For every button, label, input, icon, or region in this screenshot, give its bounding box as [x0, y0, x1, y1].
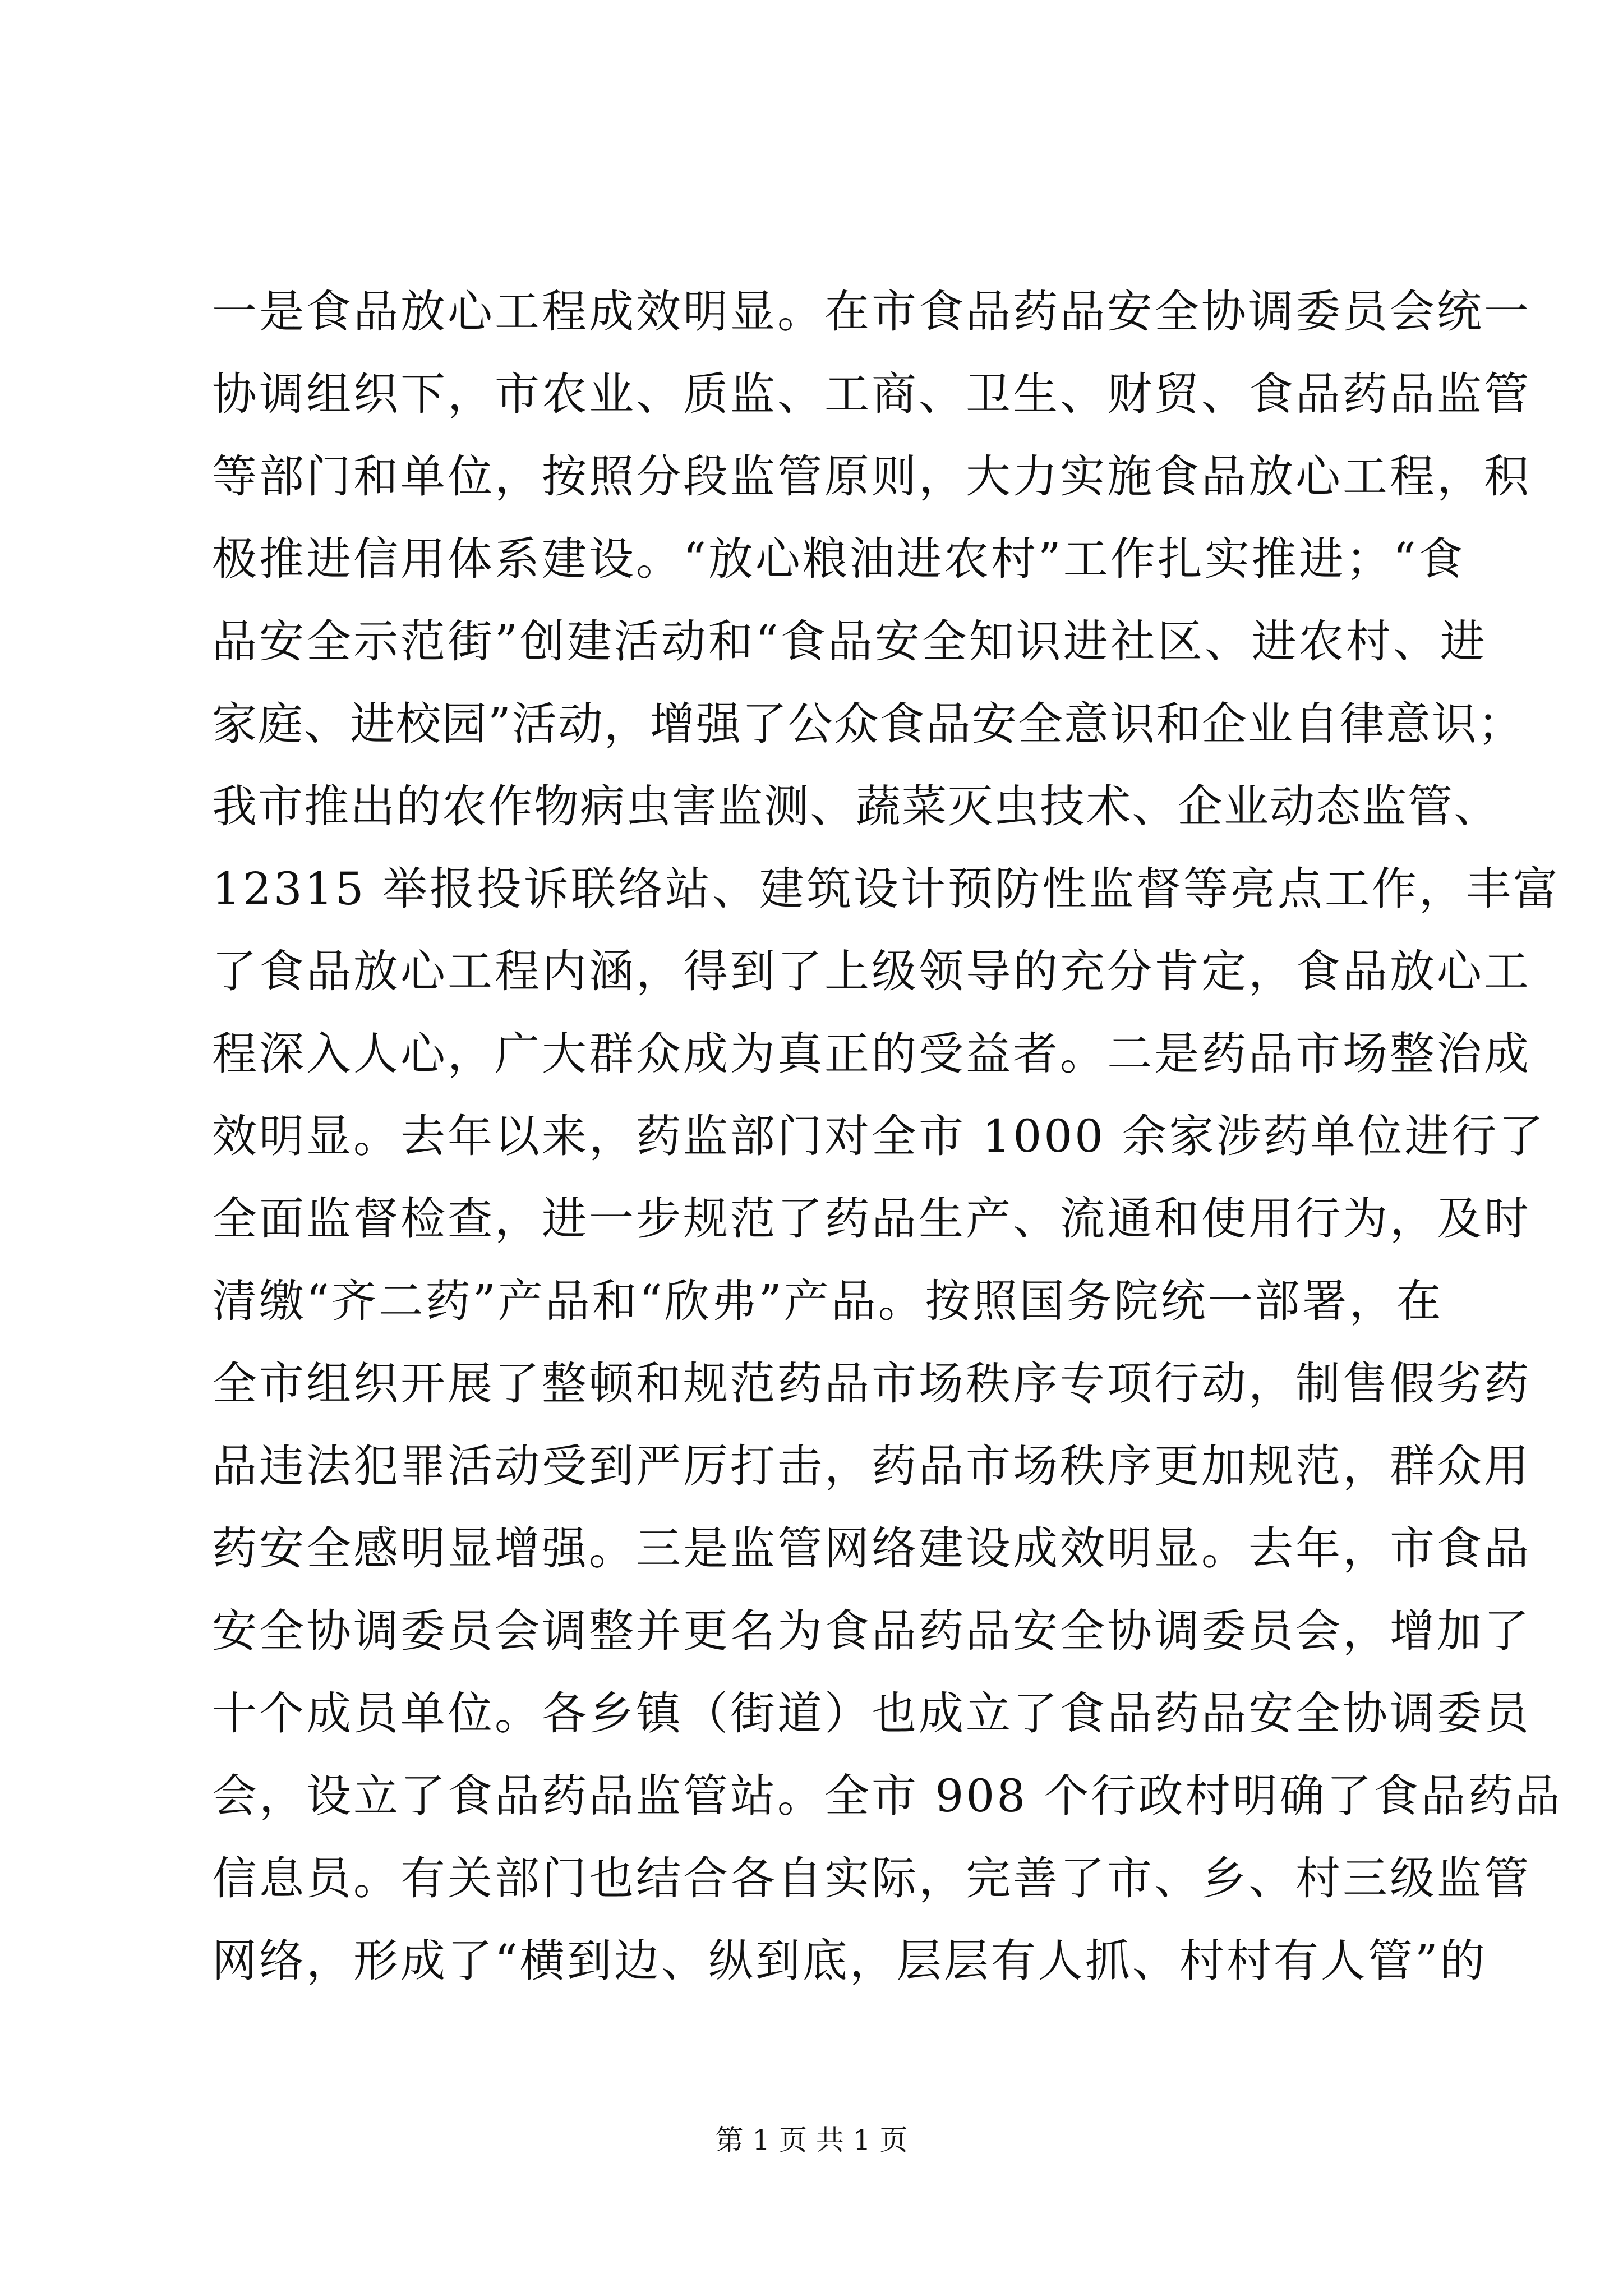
page-footer — [0, 2120, 1623, 2160]
text-line: 12315 举报投诉联络站、建筑设计预防性监督等亮点工作，丰富 — [212, 863, 1560, 915]
text-line: 十个成员单位。各乡镇（街道）也成立了食品药品安全协调委员 — [212, 1687, 1531, 1740]
text-line: 网络，形成了“横到边、纵到底，层层有人抓、村村有人管”的 — [212, 1935, 1487, 1987]
text-line: 等部门和单位，按照分段监管原则，大力实施食品放心工程，积 — [212, 450, 1531, 503]
page-number: 第 1 页 共 1 页 — [715, 2124, 908, 2156]
text-line: 我市推出的农作物病虫害监测、蔬菜灭虫技术、企业动态监管、 — [212, 780, 1500, 832]
text-line: 程深入人心，广大群众成为真正的受益者。二是药品市场整治成 — [212, 1028, 1531, 1080]
text-line: 极推进信用体系建设。“放心粮油进农村”工作扎实推进；“食 — [212, 533, 1465, 585]
text-line: 会，设立了食品药品监管站。全市 908 个行政村明确了食品药品 — [212, 1770, 1562, 1822]
text-line: 一是食品放心工程成效明显。在市食品药品安全协调委员会统一 — [212, 286, 1531, 338]
text-line: 效明显。去年以来，药监部门对全市 1000 余家涉药单位进行了 — [212, 1110, 1546, 1162]
text-line: 全面监督检查，进一步规范了药品生产、流通和使用行为，及时 — [212, 1193, 1531, 1245]
body-paragraph — [212, 270, 1562, 2002]
text-line: 全市组织开展了整顿和规范药品市场秩序专项行动，制售假劣药 — [212, 1358, 1531, 1410]
text-line: 品安全示范街”创建活动和“食品安全知识进社区、进农村、进 — [212, 615, 1487, 668]
text-line: 安全协调委员会调整并更名为食品药品安全协调委员会，增加了 — [212, 1605, 1531, 1657]
text-line: 了食品放心工程内涵，得到了上级领导的充分肯定，食品放心工 — [212, 945, 1531, 997]
text-line: 清缴“齐二药”产品和“欣弗”产品。按照国务院统一部署，在 — [212, 1275, 1444, 1327]
text-line: 协调组织下，市农业、质监、工商、卫生、财贸、食品药品监管 — [212, 368, 1531, 420]
text-line: 药安全感明显增强。三是监管网络建设成效明显。去年，市食品 — [212, 1522, 1531, 1575]
text-line: 信息员。有关部门也结合各自实际，完善了市、乡、村三级监管 — [212, 1852, 1531, 1904]
text-line: 品违法犯罪活动受到严厉打击，药品市场秩序更加规范，群众用 — [212, 1440, 1531, 1492]
text-line: 家庭、进校园”活动，增强了公众食品安全意识和企业自律意识； — [212, 698, 1524, 750]
